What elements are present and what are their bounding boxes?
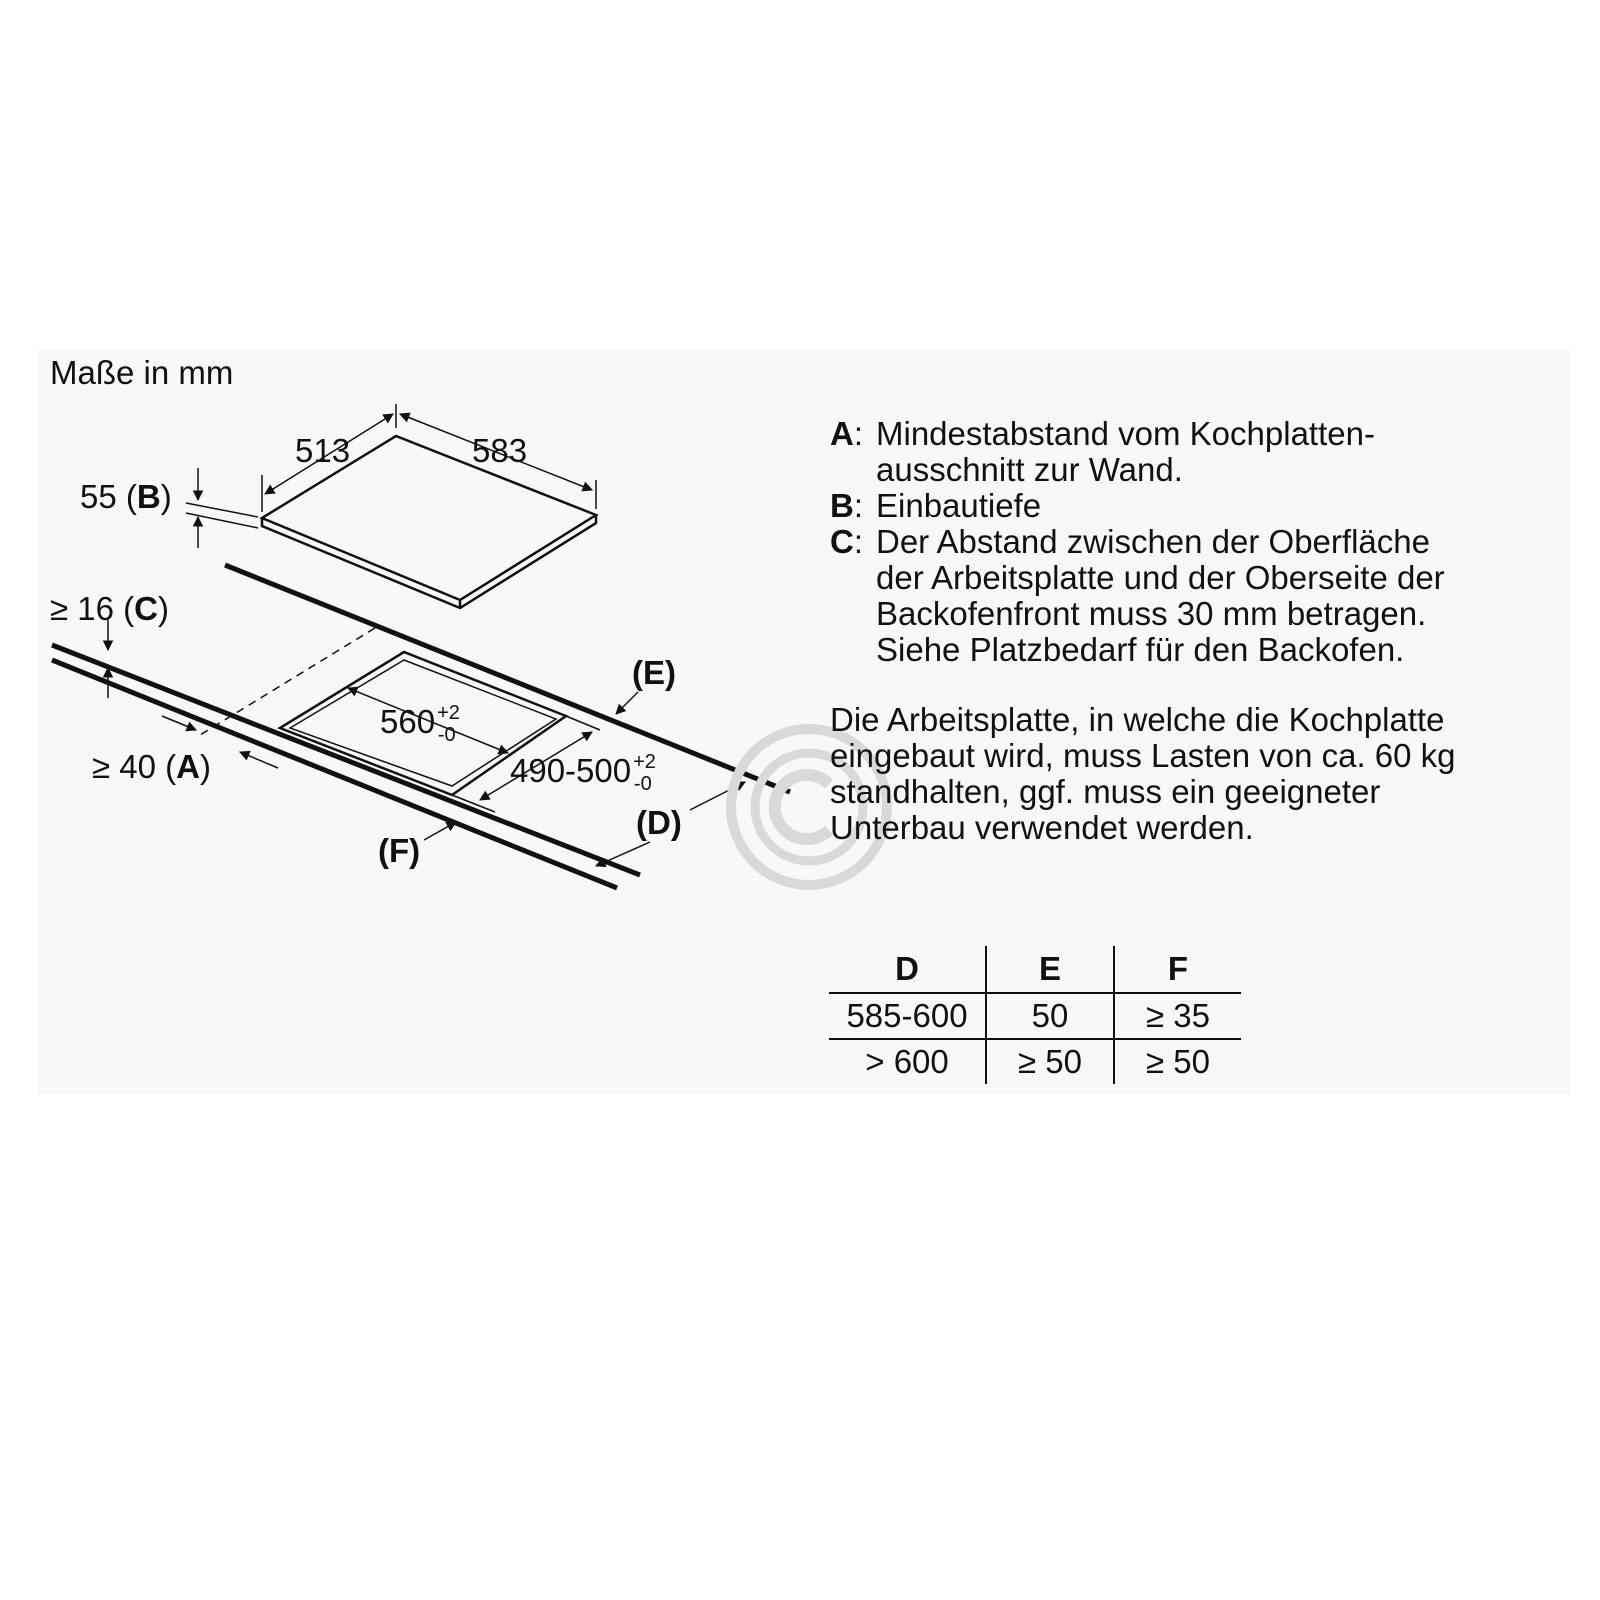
annotation-c-text-4: Siehe Platzbedarf für den Backofen.: [876, 631, 1405, 668]
load-note-line-4: Unterbau verwendet werden.: [830, 809, 1254, 846]
label-e: (E): [632, 654, 676, 691]
dim-d-arrow-bottom: [596, 842, 650, 866]
dim-f-arrow: [424, 822, 456, 840]
annotation-a-text-1: Mindestabstand vom Kochplatten-: [876, 415, 1375, 452]
annotation-c: C: Der Abstand zwischen der Oberfläche der Arbeitsplatte und der Oberseite der Backofenfront muss 30 mm betragen. Siehe Platzbedarf für den Backofen.: [830, 523, 1445, 668]
annotation-a-text-2: ausschnitt zur Wand.: [876, 451, 1183, 488]
annotation-a: A: Mindestabstand vom Kochplatten- ausschnitt zur Wand.: [830, 415, 1375, 488]
label-c: ≥ 16 (C): [50, 590, 169, 627]
dim-560-label: 560 $^{+2}$ -0: [380, 702, 460, 746]
table-cell: > 600: [829, 1039, 986, 1084]
table-header-e: E: [986, 946, 1114, 993]
table-cell: 585-600: [829, 993, 986, 1039]
annotation-a-key: A: [830, 415, 854, 452]
load-note-line-1: Die Arbeitsplatte, in welche die Kochplatte: [830, 701, 1445, 738]
clearance-table: [829, 946, 1241, 1084]
annotation-c-text-2: der Arbeitsplatte und der Oberseite der: [876, 559, 1445, 596]
table-header-d: D: [829, 946, 986, 993]
annotation-c-text-1: Der Abstand zwischen der Oberfläche: [876, 523, 1430, 560]
table-cell: ≥ 50: [1146, 1043, 1210, 1080]
table-cell: 50: [986, 993, 1114, 1039]
annotation-c-text-3: Backofenfront muss 30 mm betragen.: [876, 595, 1427, 632]
label-f: (F): [378, 832, 421, 869]
table-cell: ≥ 50: [986, 1039, 1114, 1084]
annotation-b-key: B: [830, 487, 854, 524]
table-row: [829, 993, 1241, 1039]
load-note-paragraph: [830, 702, 1550, 846]
annotation-b-text: Einbautiefe: [876, 487, 1042, 524]
label-a: ≥ 40 (A): [92, 748, 211, 785]
table-cell: ≥ 35: [1114, 993, 1241, 1039]
annotation-list: [830, 416, 1445, 668]
label-d: (D): [636, 804, 682, 841]
load-note-line-3: standhalten, ggf. muss ein geeigneter: [830, 773, 1381, 810]
dim-583-label: 583: [472, 432, 528, 469]
annotation-c-key: C: [830, 523, 854, 560]
dashed-projection: [200, 628, 375, 735]
table-row: [829, 1039, 1241, 1084]
load-note-line-2: eingebaut wird, muss Lasten von ca. 60 kg: [830, 737, 1456, 774]
dim-513-label: 513: [295, 432, 351, 469]
units-title: Maße in mm: [50, 354, 234, 391]
table-header-f: F: [1114, 946, 1241, 993]
dim-e-arrow: [616, 692, 638, 714]
table-header-row: [829, 946, 1241, 993]
annotation-b: B: Einbautiefe: [830, 487, 1042, 524]
dim-depth-label: 490-500 $^{+2}$ -0: [510, 751, 656, 795]
dim-depth-ext-top: [566, 716, 600, 730]
label-b: 55 (B): [80, 478, 172, 515]
watermark-c-mark: [775, 775, 829, 839]
dim-a-arrow-right: [240, 752, 278, 768]
